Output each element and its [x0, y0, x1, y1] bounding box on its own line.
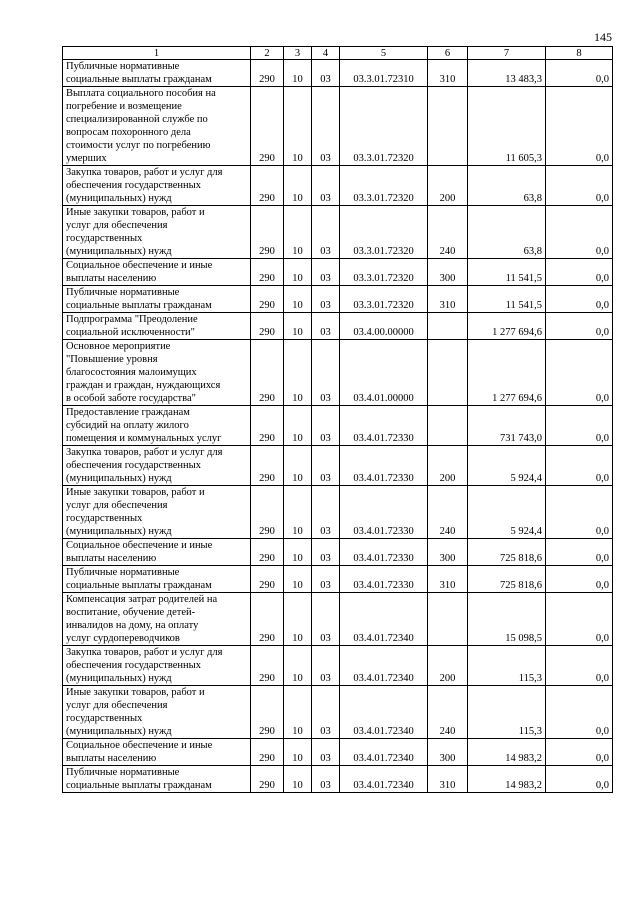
cell-amount-2: 0,0 — [546, 259, 613, 286]
row-name: Основное мероприятие "Повышение уровня благосостояния малоимущих граждан и граждан, нуждающихся в особой заботе государства" — [63, 340, 251, 406]
cell-code: 290 — [251, 446, 284, 486]
cell-target-article: 03.4.01.72330 — [340, 486, 428, 539]
cell-code: 290 — [251, 87, 284, 166]
cell-amount: 11 605,3 — [468, 87, 546, 166]
cell-amount: 63,8 — [468, 206, 546, 259]
cell-target-article: 03.4.01.00000 — [340, 340, 428, 406]
cell-amount-2: 0,0 — [546, 166, 613, 206]
cell-amount: 14 983,2 — [468, 739, 546, 766]
cell-section: 10 — [284, 406, 312, 446]
row-name: Социальное обеспечение и иные выплаты населению — [63, 539, 251, 566]
cell-subsection: 03 — [312, 286, 340, 313]
cell-section: 10 — [284, 486, 312, 539]
cell-subsection: 03 — [312, 406, 340, 446]
cell-code: 290 — [251, 766, 284, 793]
table-row — [63, 646, 613, 686]
table-row — [63, 446, 613, 486]
row-name: Публичные нормативные социальные выплаты гражданам — [63, 566, 251, 593]
cell-amount: 5 924,4 — [468, 486, 546, 539]
cell-amount: 725 818,6 — [468, 539, 546, 566]
cell-code: 290 — [251, 593, 284, 646]
cell-section: 10 — [284, 539, 312, 566]
cell-expense-type: 310 — [428, 766, 468, 793]
cell-subsection: 03 — [312, 646, 340, 686]
table-row — [63, 486, 613, 539]
cell-amount-2: 0,0 — [546, 60, 613, 87]
cell-amount-2: 0,0 — [546, 739, 613, 766]
row-name: Подпрограмма "Преодоление социальной исключенности" — [63, 313, 251, 340]
row-name: Иные закупки товаров, работ и услуг для обеспечения государственных (муниципальных) нужд — [63, 486, 251, 539]
cell-amount-2: 0,0 — [546, 766, 613, 793]
cell-subsection: 03 — [312, 593, 340, 646]
cell-section: 10 — [284, 593, 312, 646]
cell-target-article: 03.3.01.72320 — [340, 259, 428, 286]
cell-amount: 11 541,5 — [468, 286, 546, 313]
cell-subsection: 03 — [312, 166, 340, 206]
cell-expense-type: 200 — [428, 446, 468, 486]
cell-code: 290 — [251, 259, 284, 286]
cell-amount-2: 0,0 — [546, 206, 613, 259]
cell-target-article: 03.4.00.00000 — [340, 313, 428, 340]
cell-amount: 731 743,0 — [468, 406, 546, 446]
cell-section: 10 — [284, 566, 312, 593]
cell-amount: 1 277 694,6 — [468, 340, 546, 406]
cell-amount-2: 0,0 — [546, 286, 613, 313]
cell-expense-type: 240 — [428, 686, 468, 739]
row-name: Социальное обеспечение и иные выплаты населению — [63, 739, 251, 766]
cell-section: 10 — [284, 259, 312, 286]
table-row — [63, 766, 613, 793]
cell-section: 10 — [284, 206, 312, 259]
cell-amount-2: 0,0 — [546, 406, 613, 446]
cell-target-article: 03.4.01.72340 — [340, 593, 428, 646]
column-header: 4 — [312, 47, 340, 60]
cell-amount: 1 277 694,6 — [468, 313, 546, 340]
table-row — [63, 286, 613, 313]
cell-section: 10 — [284, 766, 312, 793]
cell-code: 290 — [251, 166, 284, 206]
row-name: Закупка товаров, работ и услуг для обеспечения государственных (муниципальных) нужд — [63, 166, 251, 206]
cell-amount-2: 0,0 — [546, 87, 613, 166]
cell-subsection: 03 — [312, 486, 340, 539]
cell-target-article: 03.3.01.72320 — [340, 87, 428, 166]
row-name: Иные закупки товаров, работ и услуг для обеспечения государственных (муниципальных) нужд — [63, 686, 251, 739]
cell-amount: 725 818,6 — [468, 566, 546, 593]
cell-expense-type — [428, 340, 468, 406]
cell-section: 10 — [284, 739, 312, 766]
row-name: Социальное обеспечение и иные выплаты населению — [63, 259, 251, 286]
cell-code: 290 — [251, 340, 284, 406]
column-header: 7 — [468, 47, 546, 60]
cell-subsection: 03 — [312, 446, 340, 486]
cell-expense-type — [428, 87, 468, 166]
cell-target-article: 03.4.01.72340 — [340, 686, 428, 739]
cell-target-article: 03.4.01.72330 — [340, 539, 428, 566]
column-header: 3 — [284, 47, 312, 60]
cell-subsection: 03 — [312, 566, 340, 593]
table-row — [63, 566, 613, 593]
cell-expense-type: 200 — [428, 166, 468, 206]
cell-code: 290 — [251, 539, 284, 566]
row-name: Публичные нормативные социальные выплаты гражданам — [63, 286, 251, 313]
row-name: Закупка товаров, работ и услуг для обеспечения государственных (муниципальных) нужд — [63, 646, 251, 686]
column-header: 2 — [251, 47, 284, 60]
cell-code: 290 — [251, 286, 284, 313]
cell-code: 290 — [251, 206, 284, 259]
cell-amount-2: 0,0 — [546, 686, 613, 739]
cell-expense-type — [428, 313, 468, 340]
cell-section: 10 — [284, 313, 312, 340]
cell-subsection: 03 — [312, 539, 340, 566]
cell-expense-type: 200 — [428, 646, 468, 686]
row-name: Предоставление гражданам субсидий на оплату жилого помещения и коммунальных услуг — [63, 406, 251, 446]
cell-section: 10 — [284, 446, 312, 486]
cell-amount-2: 0,0 — [546, 486, 613, 539]
cell-amount-2: 0,0 — [546, 566, 613, 593]
cell-amount-2: 0,0 — [546, 646, 613, 686]
cell-code: 290 — [251, 486, 284, 539]
table-row — [63, 259, 613, 286]
cell-target-article: 03.3.01.72320 — [340, 286, 428, 313]
cell-subsection: 03 — [312, 766, 340, 793]
cell-expense-type: 310 — [428, 60, 468, 87]
table-row — [63, 739, 613, 766]
cell-section: 10 — [284, 286, 312, 313]
row-name: Иные закупки товаров, работ и услуг для обеспечения государственных (муниципальных) нужд — [63, 206, 251, 259]
column-header: 1 — [63, 47, 251, 60]
column-header: 5 — [340, 47, 428, 60]
page-number: 145 — [594, 30, 612, 44]
table-row — [63, 313, 613, 340]
cell-target-article: 03.4.01.72340 — [340, 646, 428, 686]
cell-expense-type — [428, 593, 468, 646]
table-row — [63, 406, 613, 446]
cell-amount: 115,3 — [468, 686, 546, 739]
row-name: Публичные нормативные социальные выплаты гражданам — [63, 60, 251, 87]
table-row — [63, 539, 613, 566]
cell-subsection: 03 — [312, 686, 340, 739]
cell-expense-type: 300 — [428, 739, 468, 766]
cell-amount-2: 0,0 — [546, 446, 613, 486]
cell-expense-type — [428, 406, 468, 446]
cell-section: 10 — [284, 166, 312, 206]
budget-table — [62, 46, 613, 793]
cell-section: 10 — [284, 340, 312, 406]
cell-target-article: 03.4.01.72340 — [340, 766, 428, 793]
cell-code: 290 — [251, 739, 284, 766]
table-row — [63, 87, 613, 166]
header-row — [63, 47, 613, 60]
cell-subsection: 03 — [312, 739, 340, 766]
cell-subsection: 03 — [312, 206, 340, 259]
row-name: Закупка товаров, работ и услуг для обеспечения государственных (муниципальных) нужд — [63, 446, 251, 486]
table-row — [63, 60, 613, 87]
cell-amount: 13 483,3 — [468, 60, 546, 87]
cell-section: 10 — [284, 60, 312, 87]
cell-amount-2: 0,0 — [546, 593, 613, 646]
row-name: Компенсация затрат родителей на воспитание, обучение детей- инвалидов на дому, на оплату услуг сурдопереводчиков — [63, 593, 251, 646]
cell-subsection: 03 — [312, 313, 340, 340]
cell-subsection: 03 — [312, 60, 340, 87]
cell-amount: 11 541,5 — [468, 259, 546, 286]
cell-amount: 15 098,5 — [468, 593, 546, 646]
cell-code: 290 — [251, 406, 284, 446]
cell-target-article: 03.3.01.72320 — [340, 206, 428, 259]
cell-target-article: 03.3.01.72310 — [340, 60, 428, 87]
cell-target-article: 03.4.01.72330 — [340, 406, 428, 446]
cell-expense-type: 240 — [428, 206, 468, 259]
cell-expense-type: 310 — [428, 566, 468, 593]
column-header: 8 — [546, 47, 613, 60]
cell-amount: 115,3 — [468, 646, 546, 686]
cell-code: 290 — [251, 686, 284, 739]
cell-amount-2: 0,0 — [546, 340, 613, 406]
cell-amount-2: 0,0 — [546, 539, 613, 566]
cell-target-article: 03.4.01.72340 — [340, 739, 428, 766]
table-row — [63, 340, 613, 406]
cell-expense-type: 300 — [428, 259, 468, 286]
cell-subsection: 03 — [312, 87, 340, 166]
cell-target-article: 03.4.01.72330 — [340, 566, 428, 593]
cell-expense-type: 310 — [428, 286, 468, 313]
cell-expense-type: 300 — [428, 539, 468, 566]
cell-target-article: 03.4.01.72330 — [340, 446, 428, 486]
cell-section: 10 — [284, 646, 312, 686]
cell-code: 290 — [251, 646, 284, 686]
table-row — [63, 206, 613, 259]
cell-target-article: 03.3.01.72320 — [340, 166, 428, 206]
cell-subsection: 03 — [312, 340, 340, 406]
cell-code: 290 — [251, 60, 284, 87]
cell-code: 290 — [251, 313, 284, 340]
cell-amount-2: 0,0 — [546, 313, 613, 340]
cell-amount: 63,8 — [468, 166, 546, 206]
column-header: 6 — [428, 47, 468, 60]
cell-amount: 5 924,4 — [468, 446, 546, 486]
cell-subsection: 03 — [312, 259, 340, 286]
cell-section: 10 — [284, 686, 312, 739]
table-row — [63, 166, 613, 206]
cell-section: 10 — [284, 87, 312, 166]
cell-expense-type: 240 — [428, 486, 468, 539]
table-row — [63, 686, 613, 739]
table-row — [63, 593, 613, 646]
row-name: Публичные нормативные социальные выплаты гражданам — [63, 766, 251, 793]
row-name: Выплата социального пособия на погребение и возмещение специализированной службе по вопросам похоронного дела стоимости услуг по погребению умерших — [63, 87, 251, 166]
cell-amount: 14 983,2 — [468, 766, 546, 793]
cell-code: 290 — [251, 566, 284, 593]
